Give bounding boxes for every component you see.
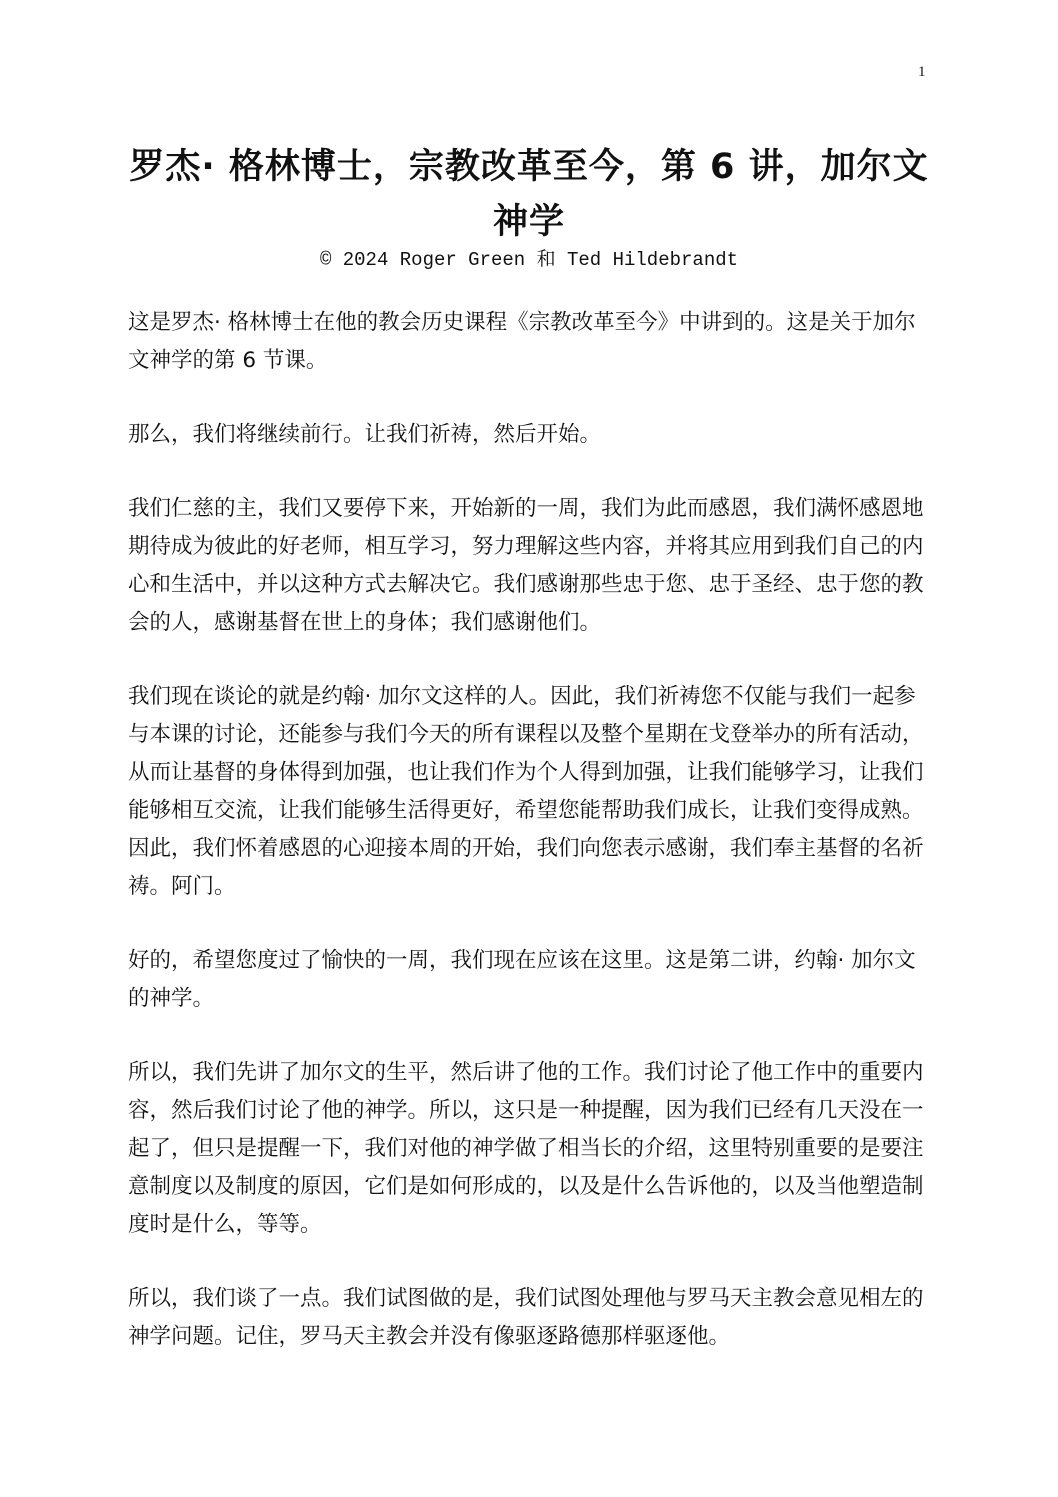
paragraph-4: 我们现在谈论的就是约翰· 加尔文这样的人。因此，我们祈祷您不仅能与我们一起参与本课的讨论，还能参与我们今天的所有课程以及整个星期在戈登举办的所有活动，从而让基督的身体得到加强，也让我们作为个人得到加强，让我们能够学习，让我们能够相互交流，让我们能够生活得更好，希望您能帮助我们成长，让我们变得成熟。因此，我们怀着感恩的心迎接本周的开始，我们向您表示感谢，我们奉主基督的名祈祷。阿门。 bbox=[128, 684, 924, 899]
page-number: 1 bbox=[918, 64, 926, 80]
document-body bbox=[128, 304, 928, 1392]
paragraph-1: 这是罗杰· 格林博士在他的教会历史课程《宗教改革至今》中讲到的。这是关于加尔文神学的第 6 节课。 bbox=[128, 310, 916, 373]
paragraph-6: 所以，我们先讲了加尔文的生平，然后讲了他的工作。我们讨论了他工作中的重要内容，然后我们讨论了他的神学。所以，这只是一种提醒，因为我们已经有几天没在一起了，但只是提醒一下，我们对他的神学做了相当长的介绍，这里特别重要的是要注意制度以及制度的原因，它们是如何形成的，以及是什么告诉他的，以及当他塑造制度时是什么，等等。 bbox=[128, 1060, 924, 1237]
paragraph-7: 所以，我们谈了一点。我们试图做的是，我们试图处理他与罗马天主教会意见相左的神学问题。记住，罗马天主教会并没有像驱逐路德那样驱逐他。 bbox=[128, 1286, 924, 1349]
copyright-line: © 2024 Roger Green 和 Ted Hildebrandt bbox=[319, 249, 739, 271]
paragraph-3: 我们仁慈的主，我们又要停下来，开始新的一周，我们为此而感恩，我们满怀感恩地期待成为彼此的好老师，相互学习，努力理解这些内容，并将其应用到我们自己的内心和生活中，并以这种方式去解决它。我们感谢那些忠于您、忠于圣经、忠于您的教会的人，感谢基督在世上的身体；我们感谢他们。 bbox=[128, 496, 924, 635]
paragraph-5: 好的，希望您度过了愉快的一周，我们现在应该在这里。这是第二讲，约翰· 加尔文的神学。 bbox=[128, 948, 916, 1011]
paragraph-2: 那么，我们将继续前行。让我们祈祷，然后开始。 bbox=[128, 422, 602, 447]
document-title: 罗杰· 格林博士，宗教改革至今，第 6 讲，加尔文神学 bbox=[129, 147, 929, 242]
